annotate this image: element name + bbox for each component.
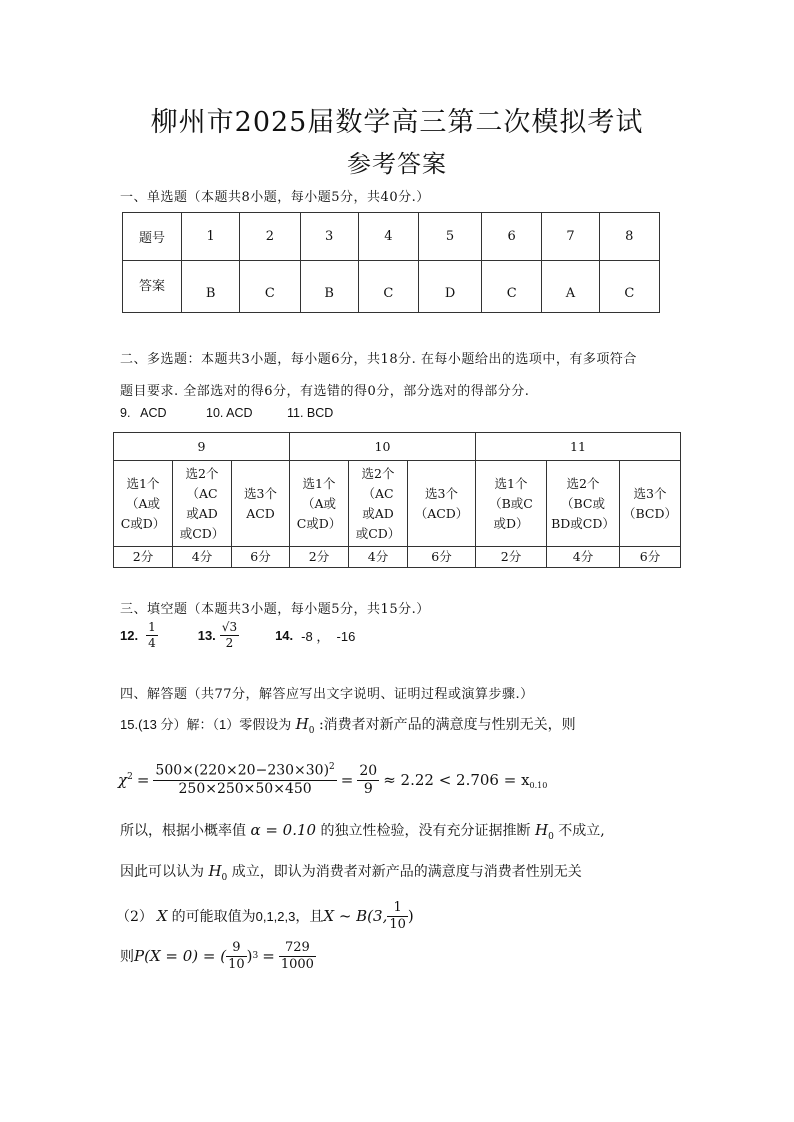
q12-fraction (146, 620, 158, 650)
multi-choice-table (113, 432, 681, 568)
part2-line: （2） X 的可能取值为 0,1,2,3 ，且 X ~ B(3, $\frac{1}{10}$ ) (116, 899, 414, 932)
chi-main-fraction (153, 762, 336, 797)
chi-symbol: $\chi^2$ (118, 771, 133, 789)
so-text-rest: 的独立性检验，没有充分证据推断 (320, 823, 531, 839)
conclusion-line-1 (120, 820, 605, 842)
answer-row-label: 答案 (123, 261, 182, 313)
fill-in-answers (120, 618, 355, 652)
answer-cell: C (240, 261, 300, 313)
random-variable: X (156, 907, 168, 925)
q13-denominator: 2 (225, 635, 234, 650)
answer-cell: A (542, 261, 599, 313)
multi-answers-11: 11. BCD (287, 406, 334, 420)
q12-denominator: 4 (148, 635, 156, 650)
answer-cell: B (182, 261, 240, 313)
alpha-value: α = 0.10 (250, 821, 317, 839)
distribution-fraction (387, 900, 408, 932)
probability-denominator: 10 (228, 956, 245, 972)
option-cell: 选1个 （A或 C或D） (114, 461, 173, 547)
chi-numerator: $500\times(220\times 20-230\times 30)^2$ (155, 762, 335, 780)
number-cell: 8 (599, 213, 659, 261)
section1-heading: 一、单选题（本题共8小题，每小题5分，共40分.） (120, 190, 430, 205)
number-cell: 5 (419, 213, 482, 261)
option-cell: 选3个 （ACD） (408, 461, 476, 547)
chi-numerator-text: 500×(220×20−230×30) (155, 763, 330, 780)
number-cell: 3 (300, 213, 358, 261)
h0-letter: H (295, 715, 309, 733)
part2-text: 的可能取值为 (171, 909, 256, 925)
part2-label: （2） (116, 909, 153, 925)
section4-heading: 四、解答题（共77分，解答应写出文字说明、证明过程或演算步骤.） (120, 687, 534, 702)
chi-square-formula: $\chi^2$ = $\frac{500\times(220\times 20-230\times 30)^2}{250\times 250\times 50\times 450}$ = $\frac{20}{9}$ ≈ 2.22 < 2.706 = x $_{0.10}$ (118, 762, 548, 797)
q13-label: 13. (197, 627, 216, 643)
multi-answers-10: 10. ACD (206, 406, 253, 420)
part2-and: ，且 (295, 909, 324, 925)
probability-result-denominator: 1000 (280, 956, 314, 972)
distribution-denominator: 10 (389, 916, 406, 932)
score-cell: 2分 (290, 547, 349, 568)
group-header-11: 11 (476, 433, 681, 461)
answer-cell: C (482, 261, 542, 313)
page-title: 柳州市2025届数学高三第二次模拟考试 (150, 107, 644, 138)
option-cell: 选2个 （AC 或AD 或CD） (173, 461, 232, 547)
group-header-10: 10 (290, 433, 476, 461)
probability-power: 3 (252, 951, 259, 961)
score-cell: 2分 (476, 547, 547, 568)
chi-result-numerator: 20 (359, 762, 378, 779)
multi-answers-9: 9. ACD (120, 406, 167, 420)
q12-numerator: 1 (148, 620, 156, 635)
number-cell: 4 (358, 213, 418, 261)
score-row (114, 547, 681, 568)
option-row (114, 461, 681, 547)
chi-result-fraction (357, 763, 379, 798)
h0-symbol-2 (535, 821, 554, 842)
q15-intro-rest: :消费者对新产品的满意度与性别无关，则 (318, 717, 576, 733)
option-cell: 选3个 ACD (232, 461, 290, 547)
number-row (123, 213, 660, 261)
single-choice-table (122, 212, 660, 313)
answer-row (123, 261, 660, 313)
therefore-text: 因此可以认为 (120, 864, 204, 880)
therefore-text-rest: 成立，即认为消费者对新产品的满意度与消费者性别无关 (231, 864, 582, 880)
h0-letter: H (208, 862, 222, 880)
probability-expr: P(X = 0) = ( (134, 947, 227, 965)
so-text-end: 不成立, (558, 823, 605, 839)
chi-comparison: ≈ 2.22 < 2.706 = x (383, 771, 530, 789)
probability-fraction (226, 940, 247, 972)
score-cell: 4分 (547, 547, 620, 568)
number-cell: 7 (542, 213, 599, 261)
chi-result-denominator: 9 (363, 780, 373, 797)
probability-numerator: 9 (226, 940, 247, 957)
h0-symbol (295, 715, 315, 736)
so-text: 所以，根据小概率值 (120, 823, 246, 839)
q13-fraction (220, 620, 239, 650)
probability-result (279, 940, 316, 972)
part2-values: 0,1,2,3 (255, 908, 296, 924)
answer-cell: B (300, 261, 358, 313)
option-cell: 选1个 （B或C 或D） (476, 461, 547, 547)
answer-cell: C (358, 261, 418, 313)
then-text: 则 (120, 949, 134, 965)
distribution: X ~ B(3, (323, 907, 388, 925)
score-cell: 6分 (408, 547, 476, 568)
q14-label: 14. (275, 627, 294, 643)
option-cell: 选2个 （BC或 BD或CD） (547, 461, 620, 547)
h0-sub: 0 (308, 726, 315, 736)
h0-sub: 0 (221, 873, 228, 883)
number-cell: 6 (482, 213, 542, 261)
chi-critical-sub: 0.10 (529, 780, 548, 790)
score-cell: 4分 (349, 547, 408, 568)
chi-denominator: 250×250×50×450 (178, 780, 312, 797)
number-cell: 1 (182, 213, 240, 261)
score-cell: 4分 (173, 547, 232, 568)
q12-label: 12. (120, 627, 139, 643)
probability-result-numerator: 729 (279, 940, 316, 957)
option-cell: 选2个 （AC 或AD 或CD） (349, 461, 408, 547)
score-cell: 2分 (114, 547, 173, 568)
probability-line: 则 P(X = 0) = ( $\frac{9}{10}$ ) 3 = $\frac{729}{1000}$ (120, 939, 314, 972)
answer-cell: C (599, 261, 659, 313)
section3-heading: 三、填空题（本题共3小题，每小题5分，共15分.） (120, 602, 430, 617)
group-header-9: 9 (114, 433, 290, 461)
option-cell: 选1个 （A或 C或D） (290, 461, 349, 547)
q15-intro-line (120, 714, 576, 736)
question-row (114, 433, 681, 461)
option-cell: 选3个 （BCD） (620, 461, 681, 547)
number-row-label: 题号 (123, 213, 182, 261)
answer-cell: D (419, 261, 482, 313)
page-subtitle: 参考答案 (347, 150, 447, 178)
number-cell: 2 (240, 213, 300, 261)
chi-letter: χ (118, 771, 128, 789)
section2-heading-line2: 题目要求. 全部选对的得6分，有选错的得0分，部分选对的得部分分. (120, 384, 530, 399)
chi-equals: = (340, 771, 354, 789)
h0-symbol-3 (208, 862, 228, 883)
conclusion-line-2 (120, 861, 582, 883)
distribution-numerator: 1 (387, 900, 408, 917)
section2-heading-line1: 二、多选题：本题共3小题，每小题6分，共18分. 在每小题给出的选项中，有多项符合 (120, 352, 637, 367)
q14-answer: -8 ， -16 (301, 628, 356, 644)
score-cell: 6分 (232, 547, 290, 568)
h0-sub: 0 (548, 832, 554, 842)
h0-letter: H (535, 821, 549, 839)
q15-intro: 15.(13 分）解：（1）零假设为 (120, 717, 292, 732)
q13-numerator: √3 (221, 620, 238, 635)
score-cell: 6分 (620, 547, 681, 568)
